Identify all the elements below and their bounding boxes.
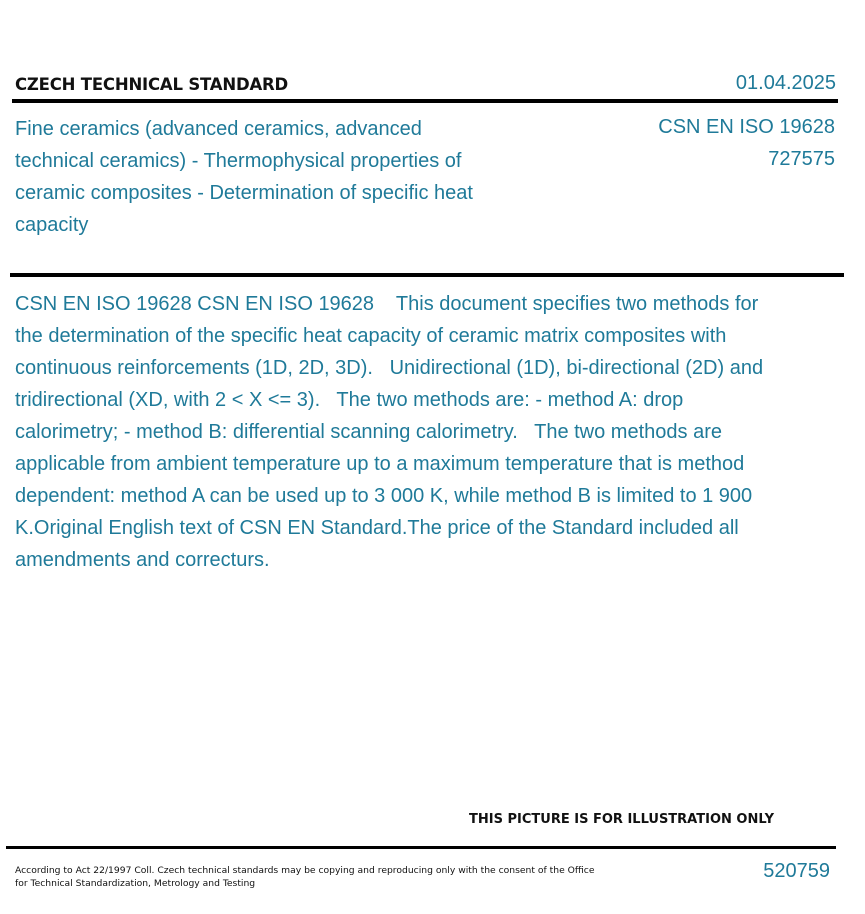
publication-date: 01.04.2025 — [735, 72, 836, 94]
document-id: 520759 — [763, 860, 830, 882]
legal-notice: According to Act 22/1997 Coll. Czech technical standards may be copying and reproducing only with the consent of the Office for Technical Standardization, Metrology and Testing — [15, 865, 595, 889]
title-divider — [10, 273, 844, 277]
standard-abstract: CSN EN ISO 19628 CSN EN ISO 19628 This document specifies two methods for the determination of the specific heat capacity of ceramic matrix composites with continuous reinforcements (1D, 2D, 3D). Unidirectional (1D), bi-directional (2D) and tridirectional (XD, with 2 < X <= 3). The two methods are: - method A: drop calorimetry; - method B: differential scanning calorimetry. The two methods are applicable from ambient temperature up to a maximum temperature that is method dependent: method A can be used up to 3 000 K, while method B is limited to 1 900 K.Original English text of CSN EN Standard.The price of the Standard included all amendments and correcturs. — [15, 293, 769, 571]
illustration-note: THIS PICTURE IS FOR ILLUSTRATION ONLY — [469, 812, 774, 827]
standard-code: 727575 — [768, 148, 835, 170]
standard-title: Fine ceramics (advanced ceramics, advanced technical ceramics) - Thermophysical properties of ceramic composites - Determination of specific heat capacity — [15, 118, 473, 236]
footer-divider — [6, 846, 836, 849]
document-heading: CZECH TECHNICAL STANDARD — [15, 75, 289, 94]
standard-number: CSN EN ISO 19628 — [658, 116, 835, 138]
header-divider — [12, 99, 838, 103]
